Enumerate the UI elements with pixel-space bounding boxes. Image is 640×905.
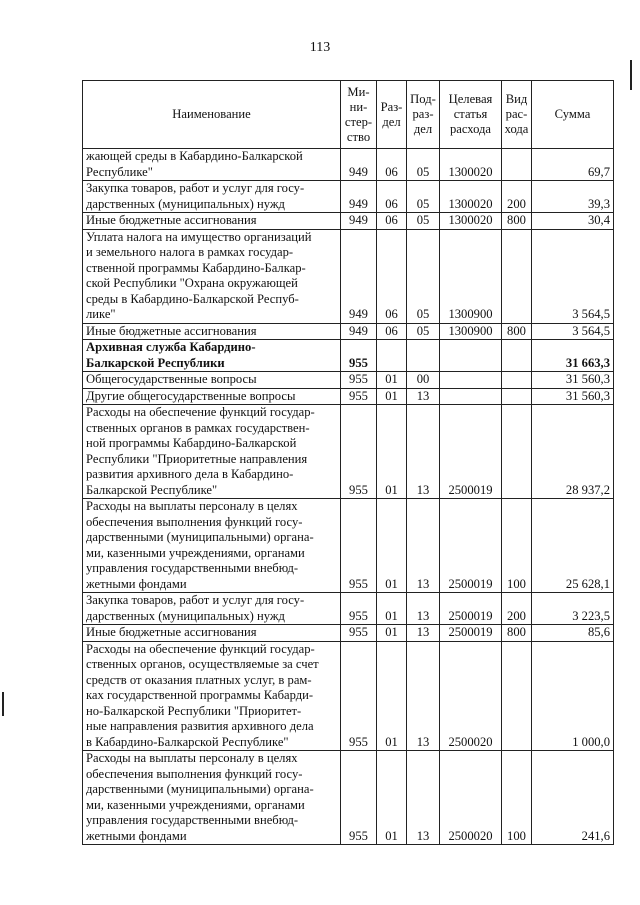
cell-target: 2500020 <box>440 751 502 845</box>
cell-target: 1300900 <box>440 323 502 340</box>
cell-type <box>502 372 532 389</box>
cell-section: 01 <box>377 593 407 625</box>
cell-ministry: 949 <box>341 149 377 181</box>
cell-section: 06 <box>377 213 407 230</box>
cell-sum: 31 560,3 <box>532 372 614 389</box>
table-row <box>83 229 614 323</box>
table-body <box>83 149 614 845</box>
cell-subsection: 05 <box>407 181 440 213</box>
cell-sum: 39,3 <box>532 181 614 213</box>
cell-section: 01 <box>377 625 407 642</box>
cell-subsection: 13 <box>407 499 440 593</box>
cell-name: Другие общегосударственные вопросы <box>83 388 341 405</box>
cell-section: 01 <box>377 405 407 499</box>
cell-sum: 28 937,2 <box>532 405 614 499</box>
cell-target: 1300020 <box>440 149 502 181</box>
cell-section: 01 <box>377 751 407 845</box>
cell-target <box>440 372 502 389</box>
cell-ministry: 955 <box>341 499 377 593</box>
cell-type: 100 <box>502 499 532 593</box>
cell-subsection: 13 <box>407 388 440 405</box>
cell-target: 2500019 <box>440 405 502 499</box>
cell-type: 200 <box>502 593 532 625</box>
column-header-ministry: Ми- ни- стер- ство <box>341 81 377 149</box>
cell-name: Закупка товаров, работ и услуг для госу- дарственных (муниципальных) нужд <box>83 181 341 213</box>
cell-section <box>377 340 407 372</box>
cell-section: 06 <box>377 181 407 213</box>
cell-section: 01 <box>377 499 407 593</box>
cell-name: Расходы на выплаты персоналу в целях обеспечения выполнения функций госу- дарственными (муниципальными) органа- ми, казенными учреждениями, органами управления государственными внебюд- жетными фондами <box>83 499 341 593</box>
column-header-name: Наименование <box>83 81 341 149</box>
table-row <box>83 625 614 642</box>
cell-ministry: 955 <box>341 340 377 372</box>
cell-ministry: 955 <box>341 593 377 625</box>
table-row <box>83 181 614 213</box>
cell-name: Расходы на обеспечение функций государ- ственных органов в рамках государствен- ной программы Кабардино-Балкарской Республики "Приоритетные направления развития архивного дела в Кабардино- Балкарской Республике" <box>83 405 341 499</box>
cell-name: Закупка товаров, работ и услуг для госу- дарственных (муниципальных) нужд <box>83 593 341 625</box>
cell-type: 800 <box>502 625 532 642</box>
cell-type <box>502 229 532 323</box>
cell-name: Иные бюджетные ассигнования <box>83 323 341 340</box>
cell-subsection: 05 <box>407 149 440 181</box>
cell-sum: 69,7 <box>532 149 614 181</box>
cell-sum: 25 628,1 <box>532 499 614 593</box>
column-header-type: Вид рас- хода <box>502 81 532 149</box>
cell-name: Расходы на обеспечение функций государ- ственных органов, осуществляемые за счет средств от оказания платных услуг, в рам- ках государственной программы Кабарди- но-Балкарской Республики "Приоритет- ные направления развития архивного дела в Кабардино-Балкарской Республике" <box>83 641 341 751</box>
table-row <box>83 388 614 405</box>
cell-section: 06 <box>377 149 407 181</box>
cell-section: 01 <box>377 641 407 751</box>
cell-type <box>502 405 532 499</box>
column-header-target: Целевая статья расхода <box>440 81 502 149</box>
cell-ministry: 955 <box>341 625 377 642</box>
budget-table <box>82 80 614 845</box>
cell-target: 1300020 <box>440 181 502 213</box>
cell-subsection: 13 <box>407 625 440 642</box>
table-row <box>83 641 614 751</box>
cell-ministry: 949 <box>341 181 377 213</box>
cell-sum: 1 000,0 <box>532 641 614 751</box>
cell-subsection: 13 <box>407 593 440 625</box>
cell-ministry: 955 <box>341 388 377 405</box>
cell-section: 06 <box>377 323 407 340</box>
table-row <box>83 213 614 230</box>
cell-subsection: 13 <box>407 751 440 845</box>
cell-name: Расходы на выплаты персоналу в целях обеспечения выполнения функций госу- дарственными (муниципальными) органа- ми, казенными учреждениями, органами управления государственными внебюд- жетными фондами <box>83 751 341 845</box>
cell-subsection: 00 <box>407 372 440 389</box>
cell-subsection: 13 <box>407 405 440 499</box>
table-row <box>83 149 614 181</box>
table-row <box>83 499 614 593</box>
cell-type: 800 <box>502 213 532 230</box>
cell-section: 01 <box>377 372 407 389</box>
margin-mark <box>2 692 4 716</box>
column-header-subsection: Под- раз- дел <box>407 81 440 149</box>
cell-type: 800 <box>502 323 532 340</box>
cell-type <box>502 340 532 372</box>
table-header-row <box>83 81 614 149</box>
cell-subsection <box>407 340 440 372</box>
cell-target: 2500019 <box>440 499 502 593</box>
page-number: 113 <box>309 40 331 55</box>
cell-target <box>440 388 502 405</box>
cell-subsection: 05 <box>407 229 440 323</box>
cell-type: 200 <box>502 181 532 213</box>
cell-name: Иные бюджетные ассигнования <box>83 213 341 230</box>
cell-type <box>502 641 532 751</box>
cell-name: Архивная служба Кабардино- Балкарской Республики <box>83 340 341 372</box>
cell-ministry: 949 <box>341 323 377 340</box>
table-row <box>83 593 614 625</box>
cell-name: Иные бюджетные ассигнования <box>83 625 341 642</box>
cell-target: 2500019 <box>440 625 502 642</box>
cell-target: 2500020 <box>440 641 502 751</box>
cell-subsection: 05 <box>407 213 440 230</box>
cell-type <box>502 388 532 405</box>
cell-name: Общегосударственные вопросы <box>83 372 341 389</box>
cell-type <box>502 149 532 181</box>
table-row <box>83 323 614 340</box>
cell-section: 06 <box>377 229 407 323</box>
cell-name: жающей среды в Кабардино-Балкарской Республике" <box>83 149 341 181</box>
table-row <box>83 340 614 372</box>
margin-mark <box>630 60 632 90</box>
cell-subsection: 13 <box>407 641 440 751</box>
cell-ministry: 949 <box>341 229 377 323</box>
cell-name: Уплата налога на имущество организаций и земельного налога в рамках государ- ственной программы Кабардино-Балкар- ской Республики "Охрана окружающей среды в Кабардино-Балкарской Респуб- лике" <box>83 229 341 323</box>
cell-sum: 31 560,3 <box>532 388 614 405</box>
column-header-sum: Сумма <box>532 81 614 149</box>
cell-ministry: 949 <box>341 213 377 230</box>
cell-sum: 3 564,5 <box>532 229 614 323</box>
cell-ministry: 955 <box>341 641 377 751</box>
cell-ministry: 955 <box>341 405 377 499</box>
cell-target: 1300020 <box>440 213 502 230</box>
table-row <box>83 405 614 499</box>
cell-section: 01 <box>377 388 407 405</box>
cell-sum: 30,4 <box>532 213 614 230</box>
cell-ministry: 955 <box>341 751 377 845</box>
table-row <box>83 751 614 845</box>
cell-type: 100 <box>502 751 532 845</box>
cell-sum: 3 223,5 <box>532 593 614 625</box>
cell-target <box>440 340 502 372</box>
column-header-section: Раз- дел <box>377 81 407 149</box>
cell-target: 1300900 <box>440 229 502 323</box>
cell-sum: 3 564,5 <box>532 323 614 340</box>
cell-sum: 31 663,3 <box>532 340 614 372</box>
table-row <box>83 372 614 389</box>
cell-target: 2500019 <box>440 593 502 625</box>
cell-sum: 241,6 <box>532 751 614 845</box>
cell-sum: 85,6 <box>532 625 614 642</box>
cell-subsection: 05 <box>407 323 440 340</box>
cell-ministry: 955 <box>341 372 377 389</box>
